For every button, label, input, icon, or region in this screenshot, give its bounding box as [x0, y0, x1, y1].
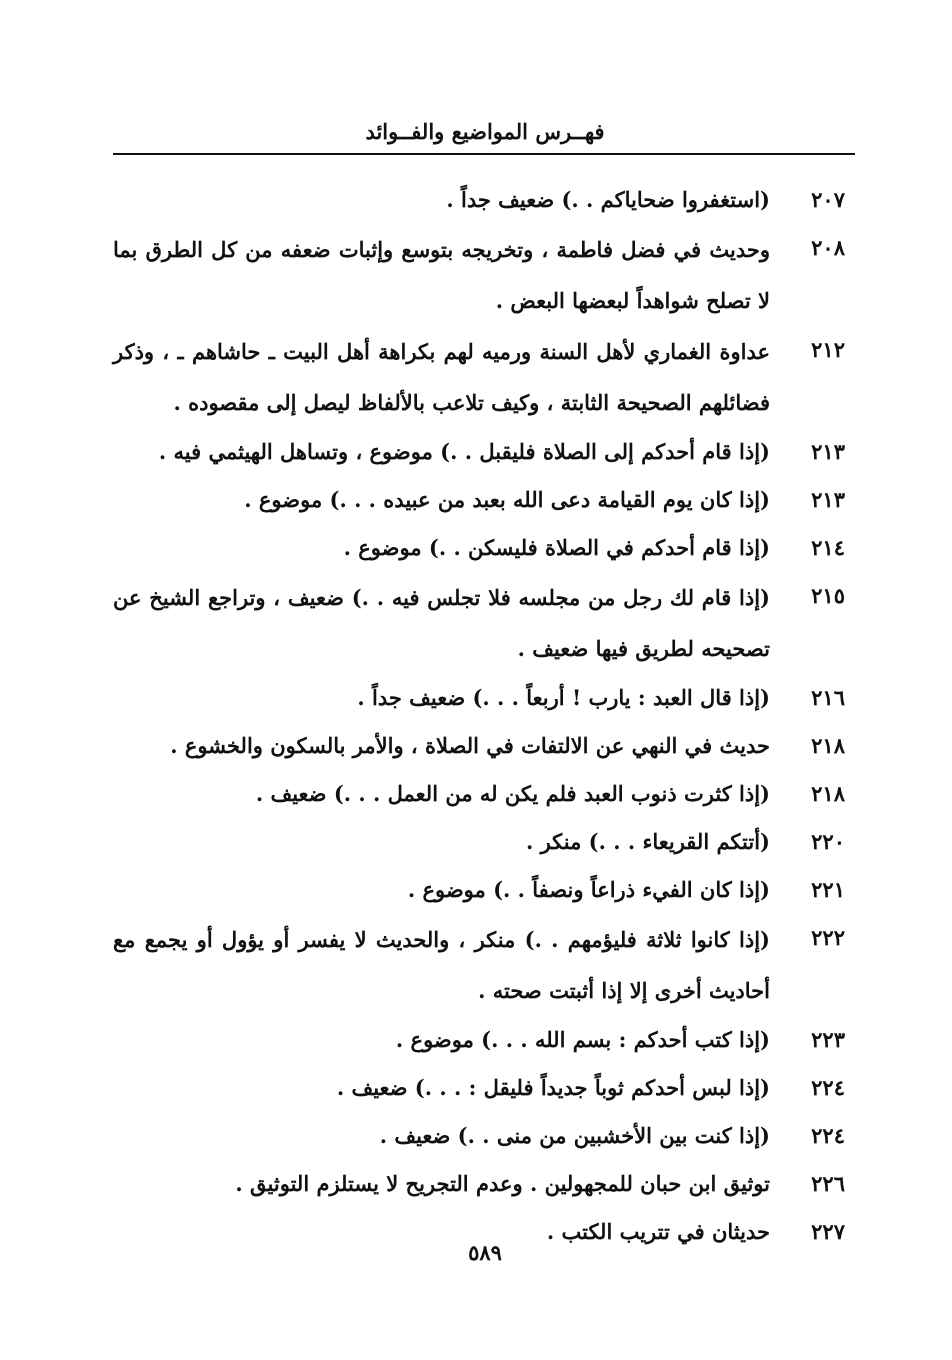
entry-page-number: ٢٢٣ — [811, 1027, 845, 1052]
index-entry — [113, 866, 855, 914]
entry-text: (إذا قام أحدكم إلى الصلاة فليقبل . .) موضوع ، وتساهل الهيثمي فيه . — [158, 439, 770, 464]
entry-text: (إذا قام لك رجل من مجلسه فلا تجلس فيه . .) ضعيف ، وتراجع الشيخ عن تصحيحه لطريق فيها ضعيف . — [113, 585, 770, 661]
entry-text: توثيق ابن حبان للمجهولين . وعدم التجريح لا يستلزم التوثيق . — [235, 1171, 770, 1196]
entry-text: (إذا كتب أحدكم : بسم الله . . .) موضوع . — [395, 1027, 770, 1052]
index-entry — [113, 476, 855, 524]
entry-page-number: ٢١٣ — [811, 487, 845, 512]
entry-text: (أتتكم القريعاء . . .) منكر . — [525, 829, 770, 854]
index-entry — [113, 1064, 855, 1112]
index-entry — [113, 524, 855, 572]
entry-text: حديث في النهي عن الالتفات في الصلاة ، والأمر بالسكون والخشوع . — [170, 733, 770, 758]
entry-text: (إذا كثرت ذنوب العبد فلم يكن له من العمل . . .) ضعيف . — [255, 781, 770, 806]
entry-text: وحديث في فضل فاطمة ، وتخريجه بتوسع وإثبات ضعفه من كل الطرق بما لا تصلح شواهداً لبعضها البعض . — [113, 237, 770, 313]
entry-text: (إذا قال العبد : يارب ! أربعاً . . .) ضعيف جداً . — [357, 685, 770, 710]
entry-page-number: ٢١٨ — [811, 733, 845, 758]
page-header-title: فهــرس المواضيع والفــوائد — [365, 119, 605, 144]
entry-text: (إذا كان يوم القيامة دعى الله بعبد من عبيده . . .) موضوع . — [244, 487, 770, 512]
entry-page-number: ٢١٣ — [811, 439, 845, 464]
index-entry — [113, 1160, 855, 1208]
index-entry — [113, 176, 855, 224]
entry-text: (إذا قام أحدكم في الصلاة فليسكن . .) موضوع . — [343, 535, 770, 560]
index-entry — [113, 224, 855, 326]
entry-page-number: ٢١٤ — [811, 535, 845, 560]
entry-text: (إذا كانوا ثلاثة فليؤمهم . .) منكر ، والحديث لا يفسر أو يؤول أو يجمع مع أحاديث أخرى إلا إذا أثبتت صحته . — [113, 927, 770, 1003]
entry-page-number: ٢٠٧ — [811, 187, 845, 212]
entry-page-number: ٢٢١ — [811, 877, 845, 902]
entry-text: (إذا لبس أحدكم ثوباً جديداً فليقل : . . .) ضعيف . — [336, 1075, 770, 1100]
index-entry — [113, 1016, 855, 1064]
entry-page-number: ٢٢٤ — [811, 1075, 845, 1100]
index-entry — [113, 818, 855, 866]
entry-page-number: ٢٢٧ — [811, 1219, 845, 1244]
index-entry — [113, 770, 855, 818]
entry-page-number: ٢١٦ — [811, 685, 845, 710]
entry-page-number: ٢٢٤ — [811, 1123, 845, 1148]
index-entry — [113, 1112, 855, 1160]
entry-text: عداوة الغماري لأهل السنة ورميه لهم بكراهة أهل البيت ـ حاشاهم ـ ، وذكر فضائلهم الصحيحة الثابتة ، وكيف تلاعب بالألفاظ ليصل إلى مقصوده . — [113, 339, 770, 415]
entry-page-number: ٢٢٢ — [811, 925, 845, 950]
entry-text: حديثان في تتريب الكتب . — [546, 1219, 770, 1244]
entry-text: (إذا كان الفيء ذراعاً ونصفاً . .) موضوع . — [407, 877, 770, 902]
entry-page-number: ٢١٥ — [811, 583, 845, 608]
entry-page-number: ٢١٨ — [811, 781, 845, 806]
index-entry — [113, 572, 855, 674]
entry-page-number: ٢٢٠ — [811, 829, 845, 854]
index-entry — [113, 326, 855, 428]
index-entry — [113, 914, 855, 1016]
index-entry — [113, 674, 855, 722]
entry-text: (إذا كنت بين الأخشبين من منى . .) ضعيف . — [379, 1123, 770, 1148]
header-divider — [113, 153, 855, 155]
index-entry — [113, 722, 855, 770]
entry-page-number: ٢٢٦ — [811, 1171, 845, 1196]
entry-text: (استغفروا ضحاياكم . .) ضعيف جداً . — [446, 187, 770, 212]
page-number: ٥٨٩ — [468, 1240, 502, 1265]
entry-page-number: ٢٠٨ — [811, 235, 845, 260]
entry-page-number: ٢١٢ — [811, 337, 845, 362]
index-entries — [113, 176, 855, 1256]
index-entry — [113, 428, 855, 476]
